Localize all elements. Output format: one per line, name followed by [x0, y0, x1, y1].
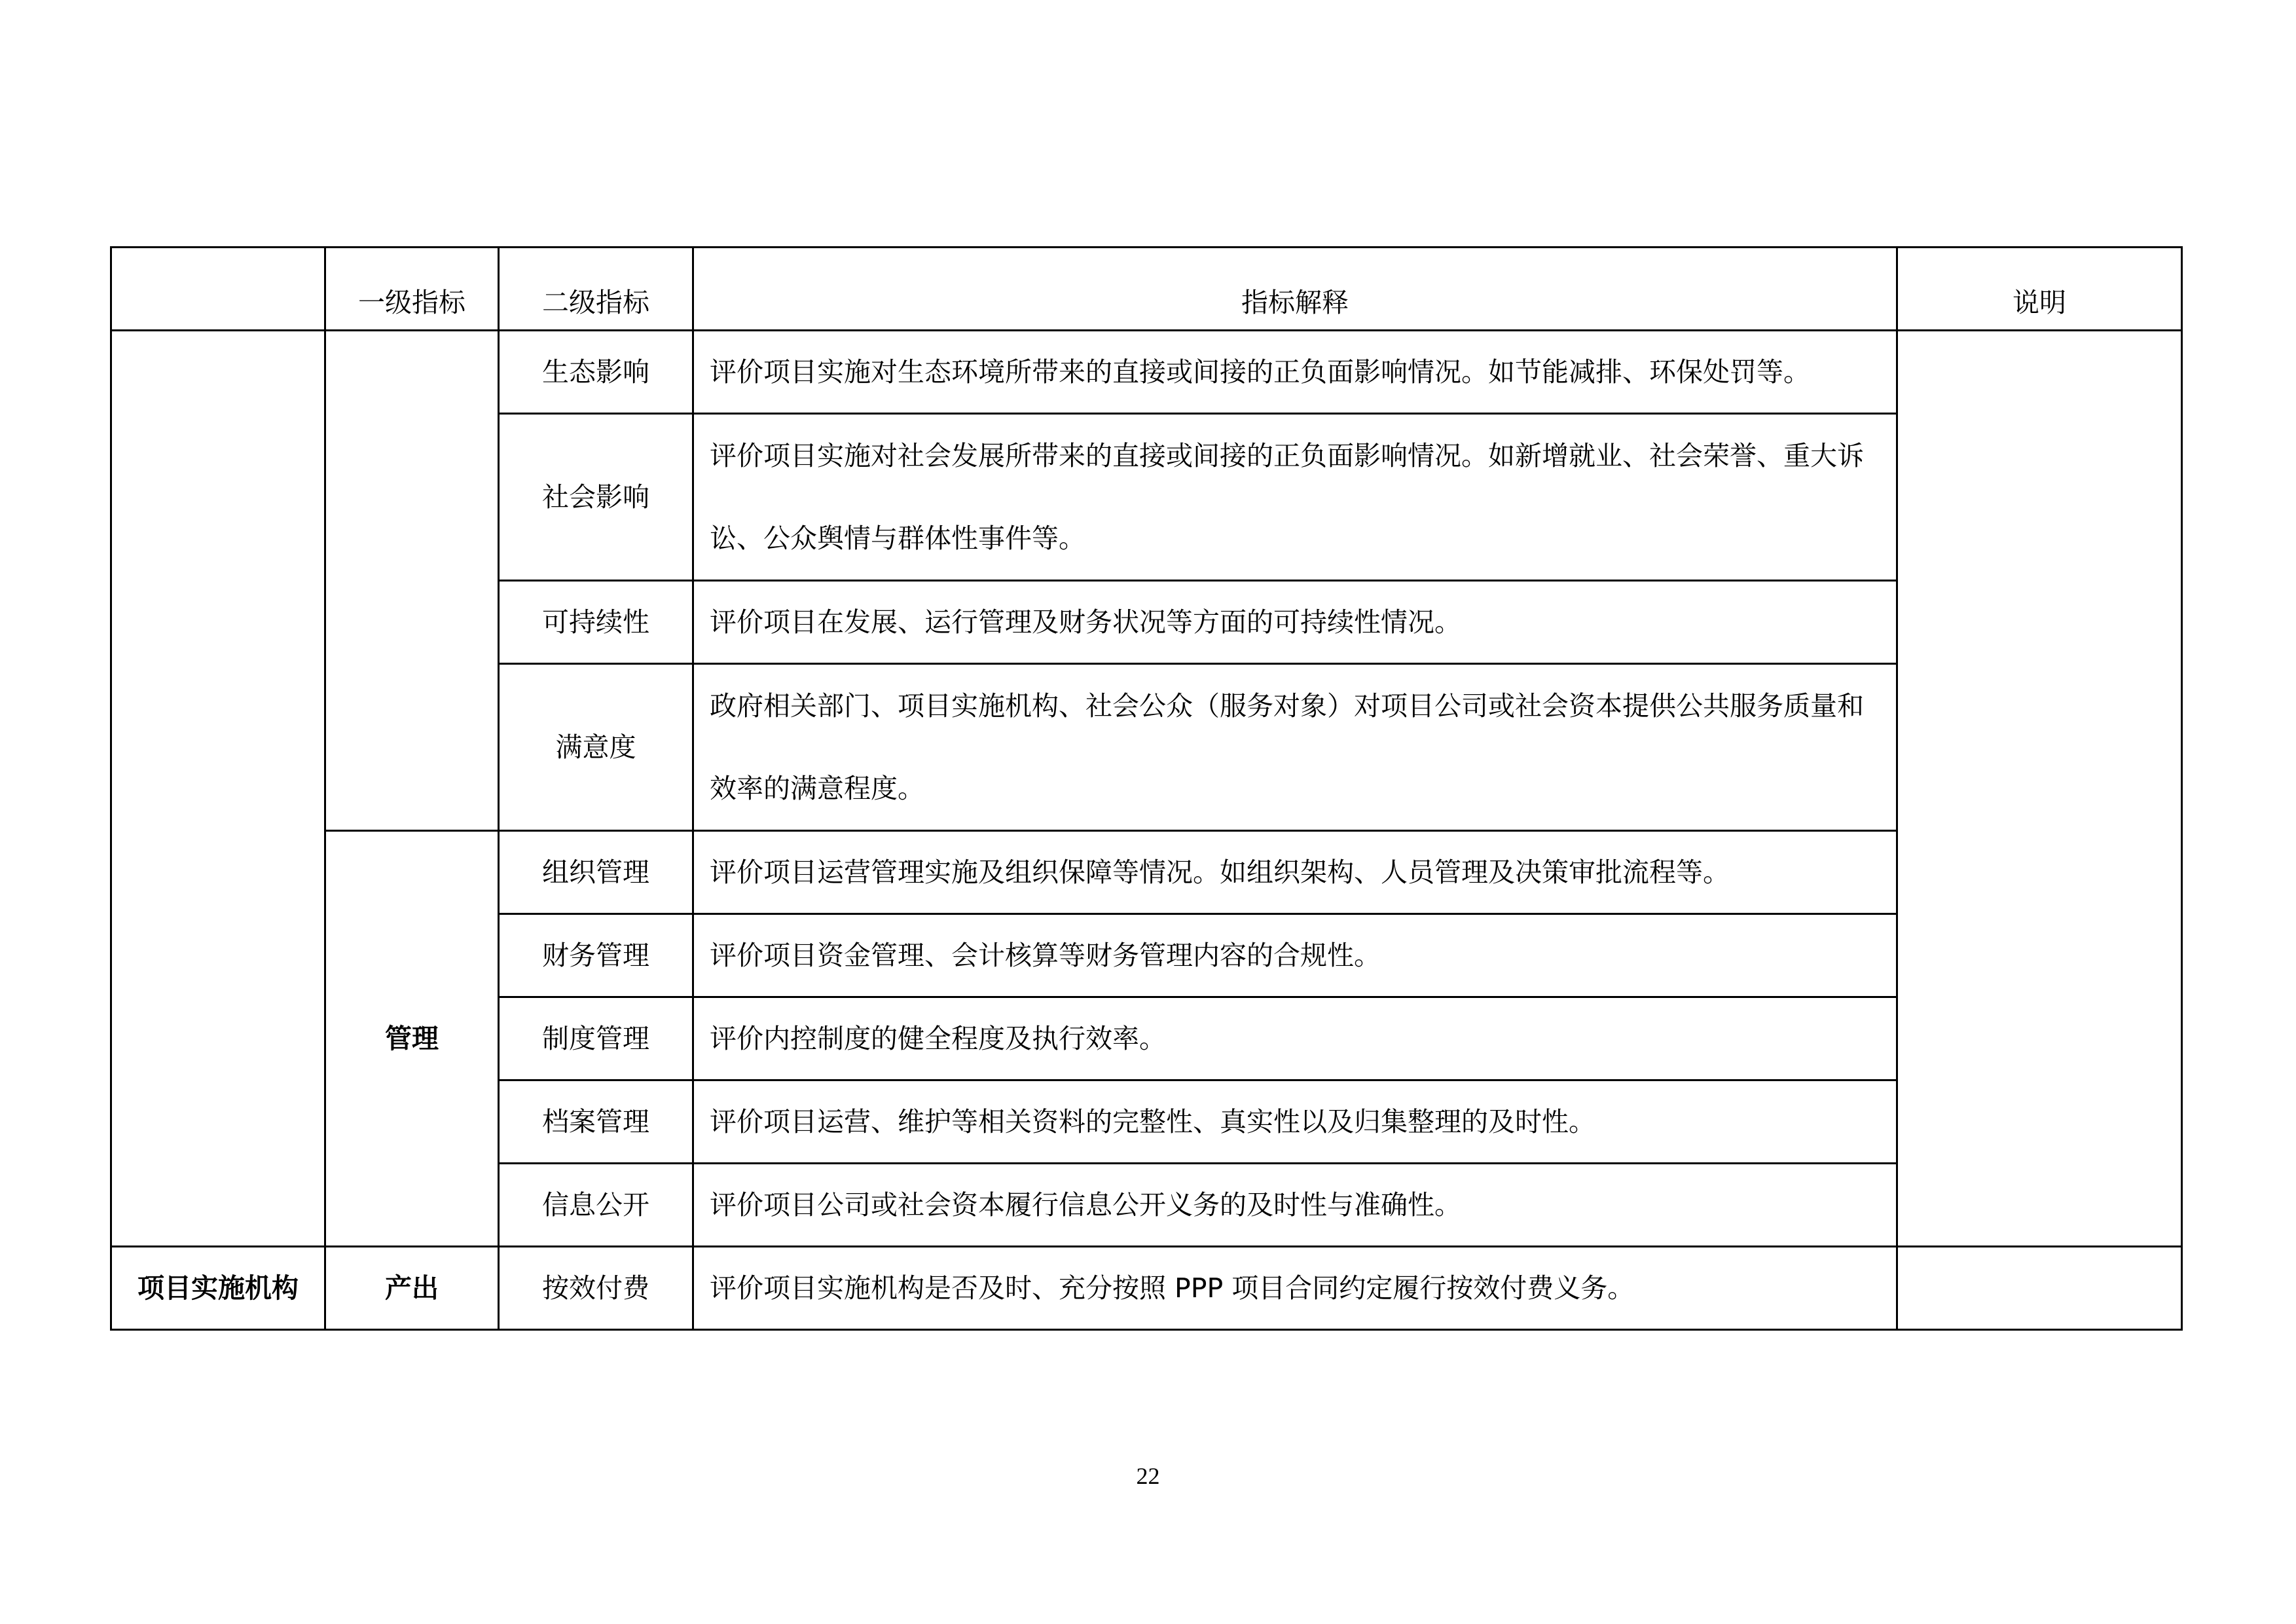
explanation-cell: 评价项目资金管理、会计核算等财务管理内容的合规性。 — [693, 914, 1897, 997]
note-cell — [1897, 1247, 2182, 1330]
level2-cell: 档案管理 — [499, 1080, 693, 1164]
page-number: 22 — [1136, 1463, 1160, 1489]
level1-cell-empty — [325, 331, 499, 831]
category-cell-empty — [111, 331, 325, 1247]
explanation-cell: 评价内控制度的健全程度及执行效率。 — [693, 997, 1897, 1080]
header-cell-empty — [111, 248, 325, 331]
level2-cell: 信息公开 — [499, 1164, 693, 1247]
level1-output: 产出 — [325, 1247, 499, 1330]
explanation-cell: 评价项目在发展、运行管理及财务状况等方面的可持续性情况。 — [693, 581, 1897, 664]
level2-cell: 可持续性 — [499, 581, 693, 664]
indicator-table — [110, 246, 2183, 1331]
level2-cell: 生态影响 — [499, 331, 693, 414]
table-row — [111, 831, 2182, 914]
category-implementing-agency: 项目实施机构 — [111, 1247, 325, 1330]
explanation-cell: 评价项目公司或社会资本履行信息公开义务的及时性与准确性。 — [693, 1164, 1897, 1247]
header-level2-indicator: 二级指标 — [499, 248, 693, 331]
explanation-cell: 评价项目实施对社会发展所带来的直接或间接的正负面影响情况。如新增就业、社会荣誉、重大诉讼、公众舆情与群体性事件等。 — [693, 414, 1897, 581]
table-header-row — [111, 248, 2182, 331]
explanation-cell: 评价项目运营管理实施及组织保障等情况。如组织架构、人员管理及决策审批流程等。 — [693, 831, 1897, 914]
level1-management: 管理 — [325, 831, 499, 1247]
header-note: 说明 — [1897, 248, 2182, 331]
table-row — [111, 1247, 2182, 1330]
explanation-cell: 评价项目实施机构是否及时、充分按照 PPP 项目合同约定履行按效付费义务。 — [693, 1247, 1897, 1330]
level2-cell: 社会影响 — [499, 414, 693, 581]
explanation-cell: 政府相关部门、项目实施机构、社会公众（服务对象）对项目公司或社会资本提供公共服务质量和效率的满意程度。 — [693, 664, 1897, 831]
note-cell — [1897, 331, 2182, 1247]
explanation-cell: 评价项目实施对生态环境所带来的直接或间接的正负面影响情况。如节能减排、环保处罚等。 — [693, 331, 1897, 414]
level2-cell: 按效付费 — [499, 1247, 693, 1330]
header-level1-indicator: 一级指标 — [325, 248, 499, 331]
level2-cell: 财务管理 — [499, 914, 693, 997]
level2-cell: 组织管理 — [499, 831, 693, 914]
level2-cell: 制度管理 — [499, 997, 693, 1080]
header-indicator-explanation: 指标解释 — [693, 248, 1897, 331]
explanation-cell: 评价项目运营、维护等相关资料的完整性、真实性以及归集整理的及时性。 — [693, 1080, 1897, 1164]
level2-cell: 满意度 — [499, 664, 693, 831]
table-row — [111, 331, 2182, 414]
